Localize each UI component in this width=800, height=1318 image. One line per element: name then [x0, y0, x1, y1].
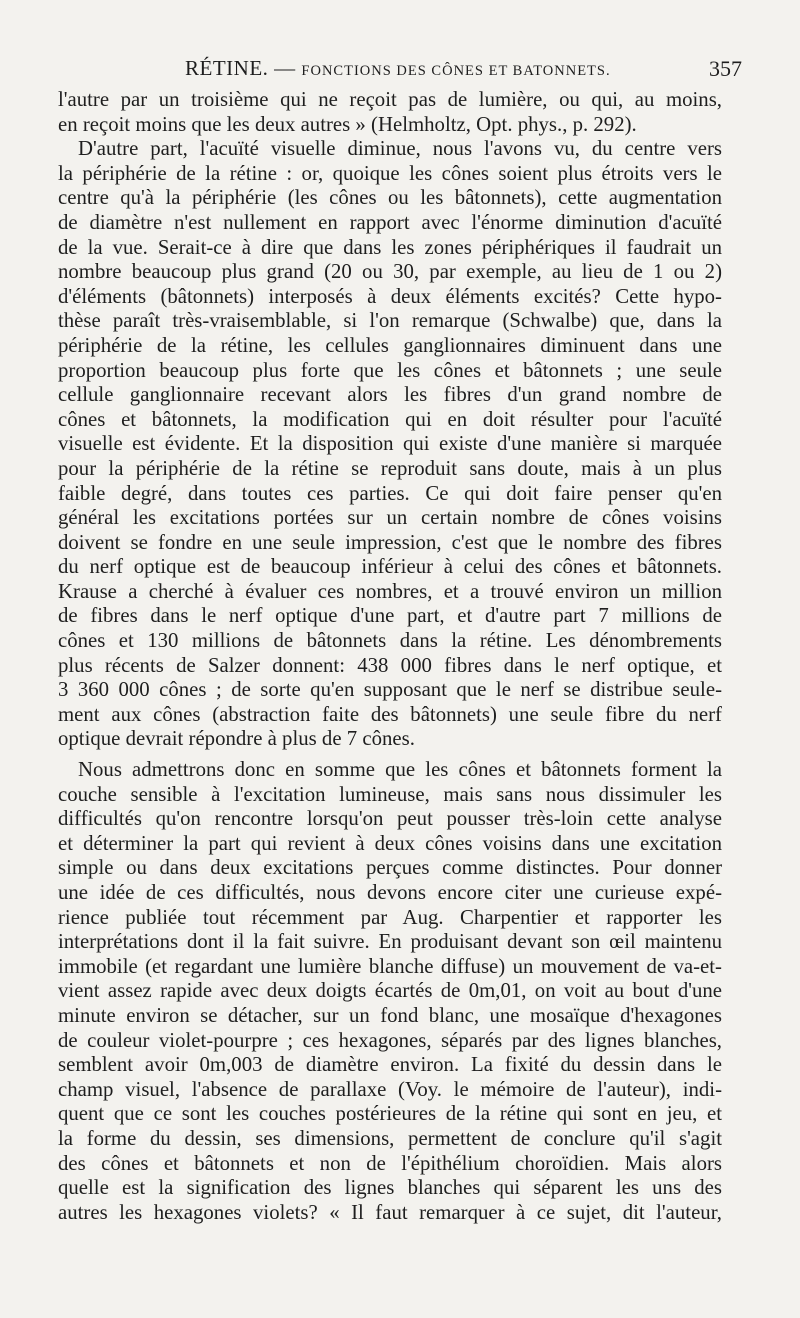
- text-line: minute environ se détacher, sur un fond blanc, une mosaïque d'hexagones: [58, 1003, 722, 1027]
- text-line: interprétations dont il la fait suivre. En produisant devant son œil maintenu: [58, 930, 722, 954]
- page-number: 357: [709, 56, 742, 81]
- text-line: cônes et bâtonnets, la modification qui en doit résulter pour l'acuïté: [58, 407, 722, 431]
- text-line: couche sensible à l'excitation lumineuse, mais sans nous dissimuler les: [58, 782, 722, 806]
- running-title-sub: FONCTIONS DES CÔNES ET BATONNETS.: [301, 63, 611, 79]
- text-line: simple ou dans deux excitations perçues comme distinctes. Pour donner: [58, 856, 722, 880]
- text-line: nombre beaucoup plus grand (20 ou 30, par exemple, au lieu de 1 ou 2): [58, 260, 722, 284]
- text-line: et déterminer la part qui revient à deux cônes voisins dans une excitation: [58, 831, 722, 855]
- text-line: centre qu'à la périphérie (les cônes ou les bâtonnets), cette augmentation: [58, 186, 722, 210]
- text-line: de couleur violet-pourpre ; ces hexagones, séparés par des lignes blanches,: [58, 1028, 722, 1052]
- text-line: pour la périphérie de la rétine se reproduit sans doute, mais à un plus: [58, 456, 722, 480]
- text-line: ment aux cônes (abstraction faite des bâtonnets) une seule fibre du nerf: [58, 702, 722, 726]
- text-line: visuelle est évidente. Et la disposition qui existe d'une manière si marquée: [58, 432, 722, 456]
- running-title-dash: —: [274, 56, 296, 80]
- text-line: autres les hexagones violets? « Il faut remarquer à ce sujet, dit l'auteur,: [58, 1200, 722, 1224]
- text-line: doivent se fondre en une seule impression, c'est que le nombre des fibres: [58, 530, 722, 554]
- paragraph-2: [58, 137, 722, 752]
- text-line: faible degré, dans toutes ces parties. Ce qui doit faire penser qu'en: [58, 481, 722, 505]
- text-line: semblent avoir 0m,003 de diamètre environ. La fixité du dessin dans le: [58, 1053, 722, 1077]
- text-line: quelle est la signification des lignes blanches qui séparent les uns des: [58, 1176, 722, 1200]
- text-line: la périphérie de la rétine : or, quoique les cônes soient plus étroits vers le: [58, 161, 722, 185]
- text-line: Krause a cherché à évaluer ces nombres, et a trouvé environ un million: [58, 579, 722, 603]
- text-line: l'autre par un troisième qui ne reçoit pas de lumière, ou qui, au moins,: [58, 88, 722, 111]
- paragraph-1: [58, 88, 722, 137]
- text-line: plus récents de Salzer donnent: 438 000 fibres dans le nerf optique, et: [58, 653, 722, 677]
- text-line: 3 360 000 cônes ; de sorte qu'en supposant que le nerf se distribue seule-: [58, 678, 722, 702]
- running-header: [60, 56, 742, 90]
- text-line: en reçoit moins que les deux autres » (Helmholtz, Opt. phys., p. 292).: [58, 112, 637, 136]
- text-line: de la vue. Serait-ce à dire que dans les zones périphériques il faudrait un: [58, 235, 722, 259]
- running-title: [185, 56, 611, 81]
- text-line: d'éléments (bâtonnets) interposés à deux éléments excités? Cette hypo-: [58, 284, 722, 308]
- text-line: une idée de ces difficultés, nous devons encore citer une curieuse expé-: [58, 881, 722, 904]
- text-line: thèse paraît très-vraisemblable, si l'on remarque (Schwalbe) que, dans la: [58, 309, 722, 333]
- text-line: D'autre part, l'acuïté visuelle diminue, nous l'avons vu, du centre vers: [78, 137, 722, 161]
- text-line: optique devrait répondre à plus de 7 cônes.: [58, 727, 415, 751]
- text-line: des cônes et bâtonnets et non de l'épithélium choroïdien. Mais alors: [58, 1151, 722, 1175]
- paragraph-3: [58, 758, 722, 1225]
- page-body: [58, 88, 722, 1225]
- running-title-main: RÉTINE.: [185, 56, 269, 80]
- text-line: quent que ce sont les couches postérieures de la rétine qui sont en jeu, et: [58, 1102, 722, 1126]
- text-line: de diamètre n'est nullement en rapport avec l'énorme diminution d'acuïté: [58, 210, 722, 234]
- text-line: immobile (et regardant une lumière blanche diffuse) un mouvement de va-et-: [58, 954, 722, 978]
- text-line: la forme du dessin, ses dimensions, permettent de conclure qu'il s'agit: [58, 1126, 722, 1150]
- text-line: périphérie de la rétine, les cellules ganglionnaires diminuent dans une: [58, 333, 722, 357]
- text-line: de fibres dans le nerf optique d'une part, et d'autre part 7 millions de: [58, 604, 722, 628]
- text-line: difficultés qu'on rencontre lorsqu'on peut pousser très-loin cette analyse: [58, 807, 722, 831]
- text-line: général les excitations portées sur un certain nombre de cônes voisins: [58, 506, 722, 530]
- text-line: rience publiée tout récemment par Aug. Charpentier et rapporter les: [58, 905, 722, 929]
- text-line: champ visuel, l'absence de parallaxe (Voy. le mémoire de l'auteur), indi-: [58, 1077, 722, 1101]
- text-line: cônes et 130 millions de bâtonnets dans la rétine. Les dénombrements: [58, 629, 722, 653]
- text-line: cellule ganglionnaire recevant alors les fibres d'un grand nombre de: [58, 383, 722, 407]
- text-line: Nous admettrons donc en somme que les cônes et bâtonnets forment la: [78, 758, 722, 782]
- text-line: du nerf optique est de beaucoup inférieur à celui des cônes et bâtonnets.: [58, 555, 722, 579]
- text-line: proportion beaucoup plus forte que les cônes et bâtonnets ; une seule: [58, 358, 722, 382]
- text-line: vient assez rapide avec deux doigts écartés de 0m,01, on voit au bout d'une: [58, 979, 722, 1003]
